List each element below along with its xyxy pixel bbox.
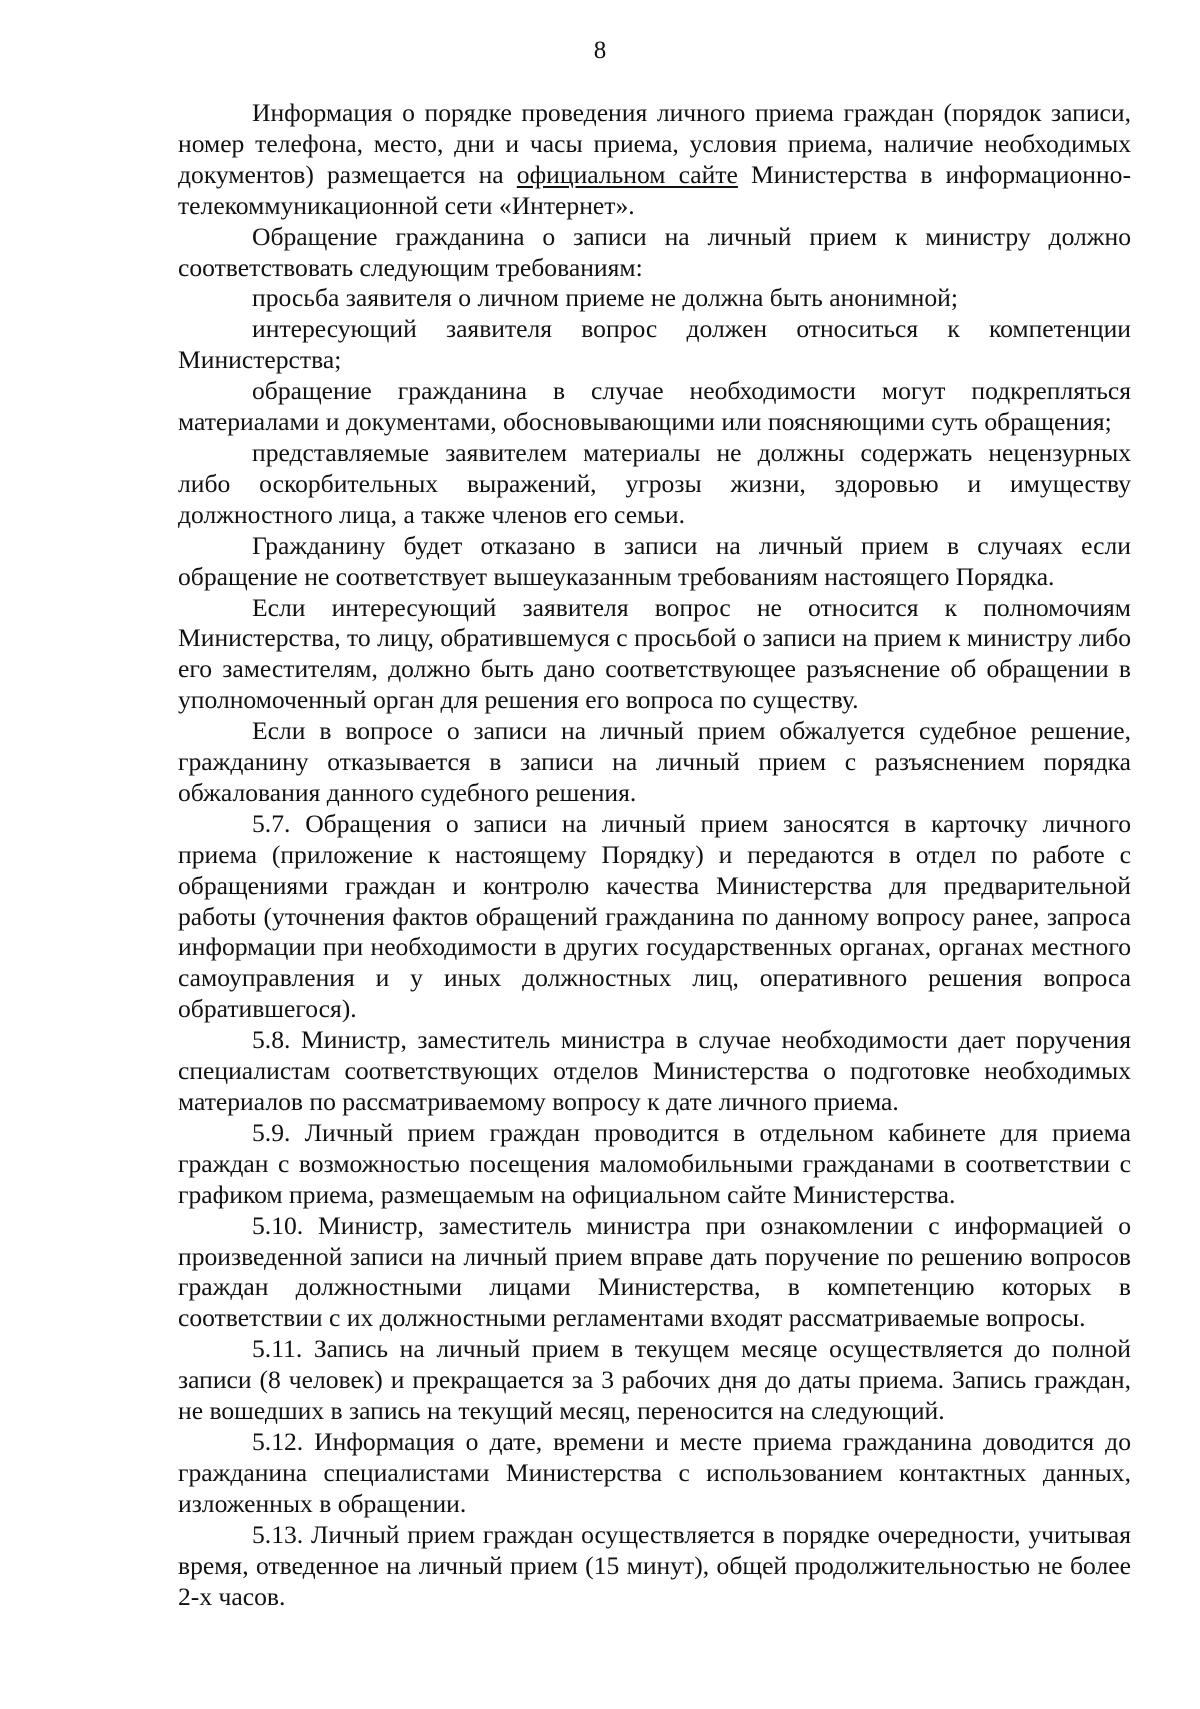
paragraph-5-10: 5.10. Министр, заместитель министра при ознакомлении с информацией о произведенной записи на личный прием вправе дать поручение по решению вопросов граждан должностными лицами Министерства, в компетенцию которых в соответствии с их должностными регламентами входят рассматриваемые вопросы. — [178, 1210, 1131, 1333]
paragraph-refusal: Гражданину будет отказано в записи на личный прием в случаях если обращение не соответствует вышеуказанным требованиям настоящего Порядка. — [178, 530, 1131, 591]
paragraph-5-9: 5.9. Личный прием граждан проводится в отдельном кабинете для приема граждан с возможностью посещения маломобильными гражданами в соответствии с графиком приема, размещаемым на официальном сайте Министерства. — [178, 1117, 1131, 1209]
paragraph-requirements: Обращение гражданина о записи на личный прием к министру должно соответствовать следующим требованиям: — [178, 221, 1131, 282]
paragraph-court-decision: Если в вопросе о записи на личный прием обжалуется судебное решение, гражданину отказывается в записи на личный прием с разъяснением порядка обжалования данного судебного решения. — [178, 716, 1131, 807]
paragraph-5-12: 5.12. Информация о дате, времени и месте приема гражданина доводится до гражданина специалистами Министерства с использованием контактных данных, изложенных в обращении. — [178, 1426, 1131, 1518]
document-body — [178, 98, 1131, 1612]
paragraph-requirement-language: представляемые заявителем материалы не должны содержать нецензурных либо оскорбительных выражений, угрозы жизни, здоровью и имуществу должностного лица, а также членов его семьи. — [178, 437, 1131, 529]
page-number: 8 — [593, 37, 607, 64]
official-site-link[interactable]: официальном сайте — [516, 159, 738, 189]
paragraph-requirement-anonymous: просьба заявителя о личном приеме не должна быть анонимной; — [252, 283, 958, 313]
paragraph-text: Министерства в информационно-телекоммуникационной сети «Интернет». — [178, 159, 1131, 220]
paragraph-requirement-materials: обращение гражданина в случае необходимости могут подкрепляться материалами и документами, обосновывающими или поясняющими суть обращения; — [178, 376, 1131, 437]
paragraph-5-11: 5.11. Запись на личный прием в текущем месяце осуществляется до полной записи (8 человек) и прекращается за 3 рабочих дня до даты приема. Запись граждан, не вошедших в запись на текущий месяц, переносится на следующий. — [178, 1334, 1131, 1426]
paragraph-text: Информация о порядке проведения личного приема граждан (порядок записи, номер телефона, место, дни и часы приема, условия приема, наличие необходимых документов) размещается на — [178, 98, 1131, 189]
paragraph-requirement-competence: интересующий заявителя вопрос должен относиться к компетенции Министерства; — [178, 314, 1131, 375]
paragraph-5-7: 5.7. Обращения о записи на личный прием заносятся в карточку личного приема (приложение к настоящему Порядку) и передаются в отдел по работе с обращениями граждан и контролю качества Министерства для предварительной работы (уточнения фактов обращений гражданина по данному вопросу ранее, запроса информации при необходимости в других государственных органах, органах местного самоуправления и у иных должностных лиц, оперативного решения вопроса обратившегося). — [178, 808, 1131, 1024]
paragraph-5-8: 5.8. Министр, заместитель министра в случае необходимости дает поручения специалистам соответствующих отделов Министерства о подготовке необходимых материалов по рассматриваемому вопросу к дате личного приема. — [178, 1025, 1131, 1116]
paragraph-5-13: 5.13. Личный прием граждан осуществляется в порядке очередности, учитывая время, отведенное на личный прием (15 минут), общей продолжительностью не более 2-х часов. — [178, 1519, 1131, 1611]
paragraph-info-placement — [178, 98, 1131, 222]
paragraph-not-in-powers: Если интересующий заявителя вопрос не относится к полномочиям Министерства, то лицу, обратившемуся с просьбой о записи на прием к министру либо его заместителям, должно быть дано соответствующее разъяснение об обращении в уполномоченный орган для решения его вопроса по существу. — [178, 592, 1131, 715]
